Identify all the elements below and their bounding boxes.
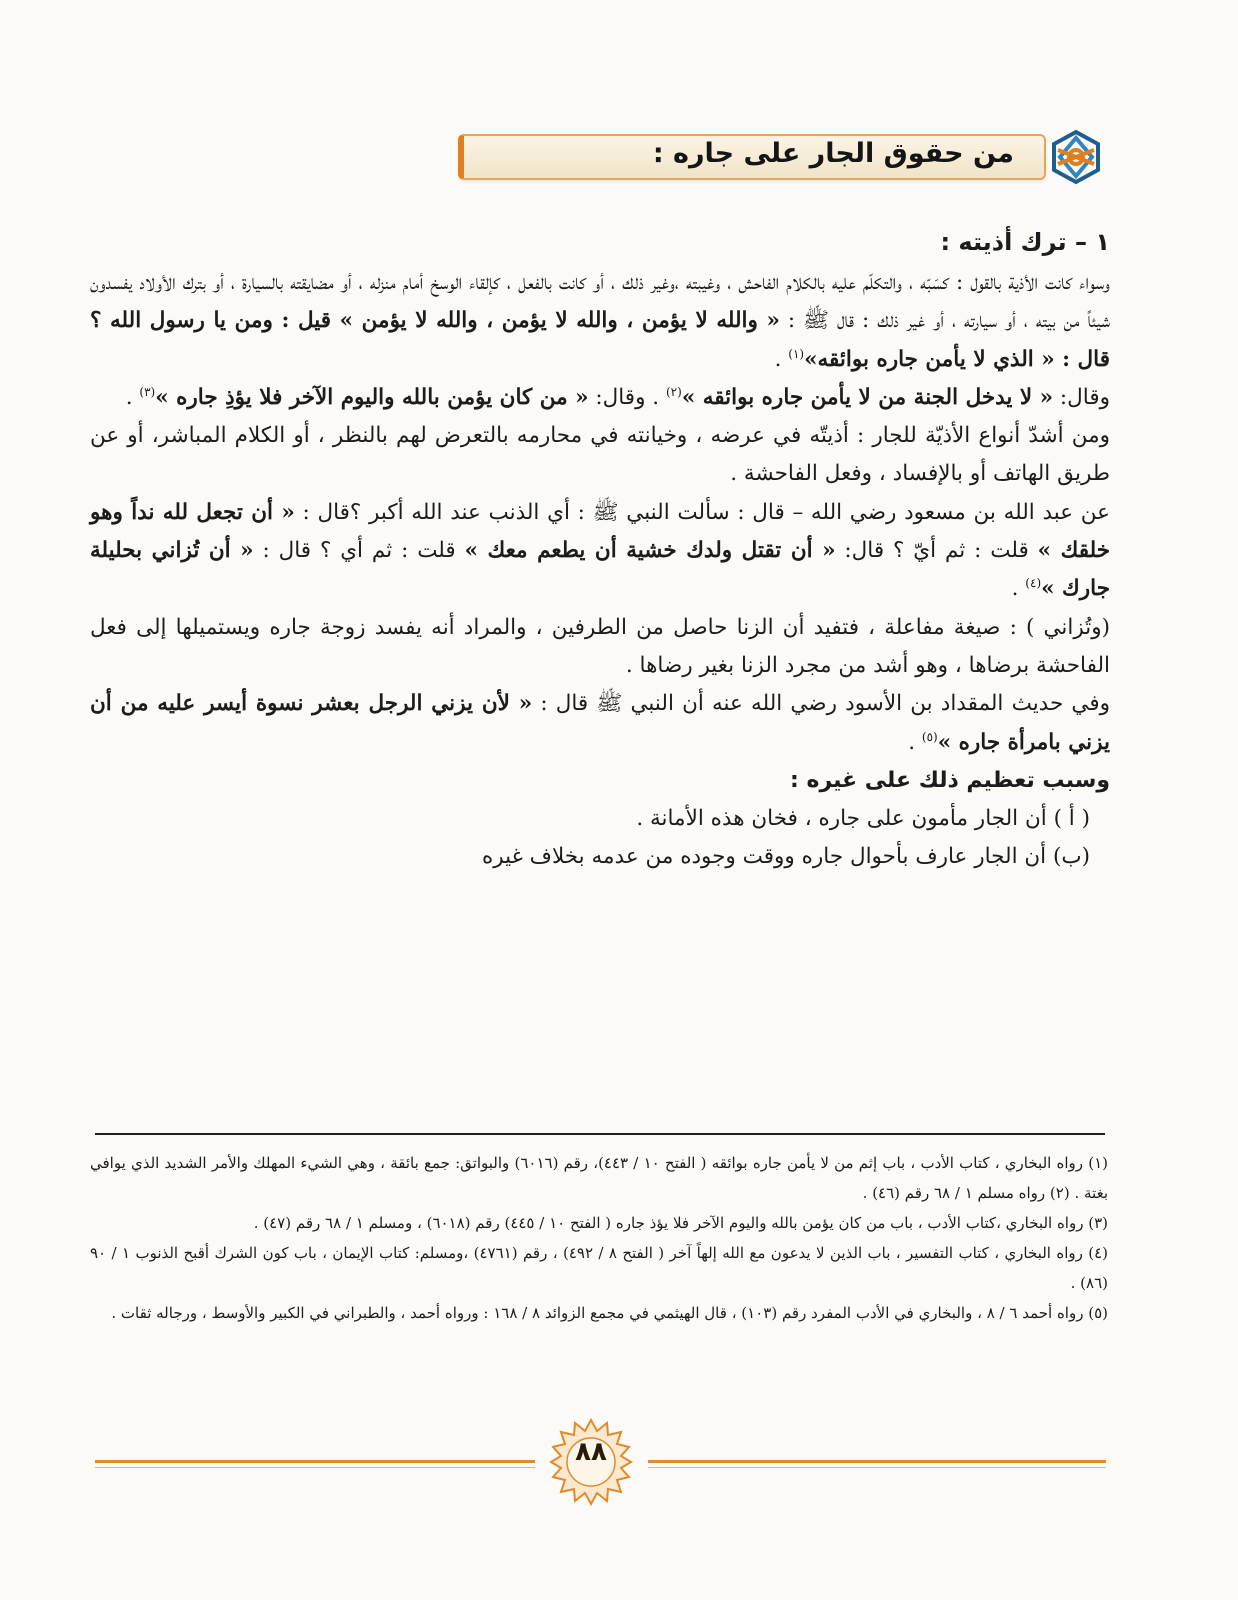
footnote-1-2: (١) رواه البخاري ، كتاب الأدب ، باب إثم من لا يأمن جاره بوائقه ( الفتح ١٠ / ٤٤٣)، رقم (٦٠١٦) والبواتق: جمع بائقة ، وهي الشيء المهلك والأمر الشديد الذي يوافي بغتة . (٢) رواه مسلم ١ / ٦٨ رقم (٤٦) . (90, 1154, 1109, 1202)
paragraph-5: (وتُزاني ) : صيغة مفاعلة ، فتفيد أن الزنا حاصل من الطرفين ، والمراد أنه يفسد زوجة جاره ويستميلها إلى فعل الفاحشة برضاها ، وهو أشد من مجرد الزنا بغير رضاها . (90, 614, 1110, 678)
footnote-divider (95, 1133, 1105, 1135)
paragraph-4 (90, 494, 1110, 609)
footer-rule-right (648, 1460, 1106, 1463)
section-header-banner (458, 128, 1106, 186)
footnote-5: (٥) رواه أحمد ٦ / ٨ ، والبخاري في الأدب المفرد رقم (١٠٣) ، قال الهيثمي في مجمع الزوائد ٨ / ١٦٨ : ورواه أحمد ، والطبراني في الكبير والأوسط ، ورجاله ثقات . (111, 1304, 1108, 1322)
section-title: ١ – ترك أذيته : (940, 228, 1110, 256)
paragraph-4-text-e: قلت : ثم أي ؟ قال : (253, 538, 465, 564)
hadith-quote-3: « من كان يؤمن بالله واليوم الآخر فلا يؤذِ جاره » (155, 384, 589, 410)
paragraph-1 (90, 264, 1110, 379)
hadith-quote-1: « والله لا يؤمن ، والله لا يؤمن ، والله لا يؤمن » قيل : ومن يا رسول الله ؟ قال : « الذي لا يأمن جاره بوائقه» (90, 308, 1110, 372)
footer-rule-right-thin (648, 1467, 1106, 1468)
paragraph-4-text-a: عن عبد الله بن مسعود رضي الله – قال : سألت النبي ﷺ : أي الذنب عند الله أكبر ؟قال : (294, 499, 1110, 525)
hadith-quote-5: « أن تقتل ولدك خشية أن يطعم معك » (464, 538, 836, 564)
paragraph-6-text-a: وفي حديث المقداد بن الأسود رضي الله عنه أن النبي ﷺ قال : (532, 691, 1111, 717)
hadith-quote-2: « لا يدخل الجنة من لا يأمن جاره بوائقه » (681, 384, 1054, 410)
paragraph-6-end: . (908, 729, 922, 755)
footnote-4: (٤) رواه البخاري ، كتاب التفسير ، باب الذين لا يدعون مع الله إلهاً آخر ( الفتح ٨ / ٤٩٢) ، رقم (٤٧٦١) ،ومسلم: كتاب الإيمان ، باب كون الشرك أقبح الذنوب ١ / ٩٠ (٨٦) . (90, 1244, 1109, 1292)
paragraph-3: ومن أشدّ أنواع الأذيّة للجار : أذيتّه في عرضه ، وخيانته في محارمه بالتعرض لهم بالنظر ، أو الكلام المباشر، أو عن طريق الهاتف أو بالإفساد ، وفعل الفاحشة . (90, 423, 1110, 487)
footnote-ref-4[interactable]: (٤) (1025, 576, 1042, 591)
hadith-quote-7: « لأن يزني الرجل بعشر نسوة أيسر عليه من أن يزني بامرأة جاره » (90, 691, 1110, 755)
hadith-quote-6: « أن تُزاني بحليلة جارك » (90, 538, 1110, 602)
footer-rule-left-thin (95, 1467, 535, 1468)
footnote-ref-3[interactable]: (٣) (139, 384, 156, 399)
hadith-quote-4: « أن تجعل لله نداً وهو خلقك » (90, 499, 1111, 564)
footnote-ref-1[interactable]: (١) (788, 346, 805, 361)
paragraph-4-text-c: قلت : ثم أيّ ؟ قال: (835, 538, 1038, 564)
main-content (90, 222, 1110, 877)
footnote-ref-5[interactable]: (٥) (921, 729, 938, 744)
paragraph-2-text-a: وقال: (1053, 384, 1110, 410)
paragraph-4-end: . (1011, 576, 1026, 602)
paragraph-2 (90, 379, 1110, 417)
footnote-3: (٣) رواه البخاري ،كتاب الأدب ، باب من كان يؤمن بالله واليوم الآخر فلا يؤذ جاره ( الفتح ١٠ / ٤٤٥) رقم (٦٠١٨) ، ومسلم ١ / ٦٨ رقم (٤٧) . (253, 1214, 1108, 1232)
footnotes (90, 1148, 1108, 1328)
footnote-ref-2[interactable]: (٢) (665, 384, 682, 399)
subheading-reason: وسبب تعظيم ذلك على غيره : (790, 767, 1110, 793)
paragraph-2-text-c: . وقال: (588, 384, 666, 410)
paragraph-1-text: وسواء كانت الأذية بالقول : كسَبّه ، والتكلّم عليه بالكلام الفاحش ، وغيبته ،وغير ذلك ، أو كانت بالفعل ، كإلقاء الوسخ أمام منزله ، أو مضايقته بالسيارة ، أو بترك الأولاد يفسدون شيئاً من بيته ، أو سيارته ، أو غير ذلك : قال ﷺ : (90, 270, 1110, 334)
ornament-emblem-icon (1046, 128, 1106, 186)
paragraph-1-end: . (774, 346, 789, 372)
header-title: من حقوق الجار على جاره : (652, 138, 1014, 169)
footer-rule-left (95, 1460, 535, 1463)
list-item-b: (ب) أن الجار عارف بأحوال جاره ووقت وجوده من عدمه بخلاف غيره (481, 844, 1090, 870)
paragraph-6 (90, 685, 1110, 762)
paragraph-2-end: . (125, 384, 140, 410)
page-number: ٨٨ (575, 1437, 607, 1467)
list-item-a: ( أ ) أن الجار مأمون على جاره ، فخان هذه الأمانة . (636, 806, 1090, 832)
